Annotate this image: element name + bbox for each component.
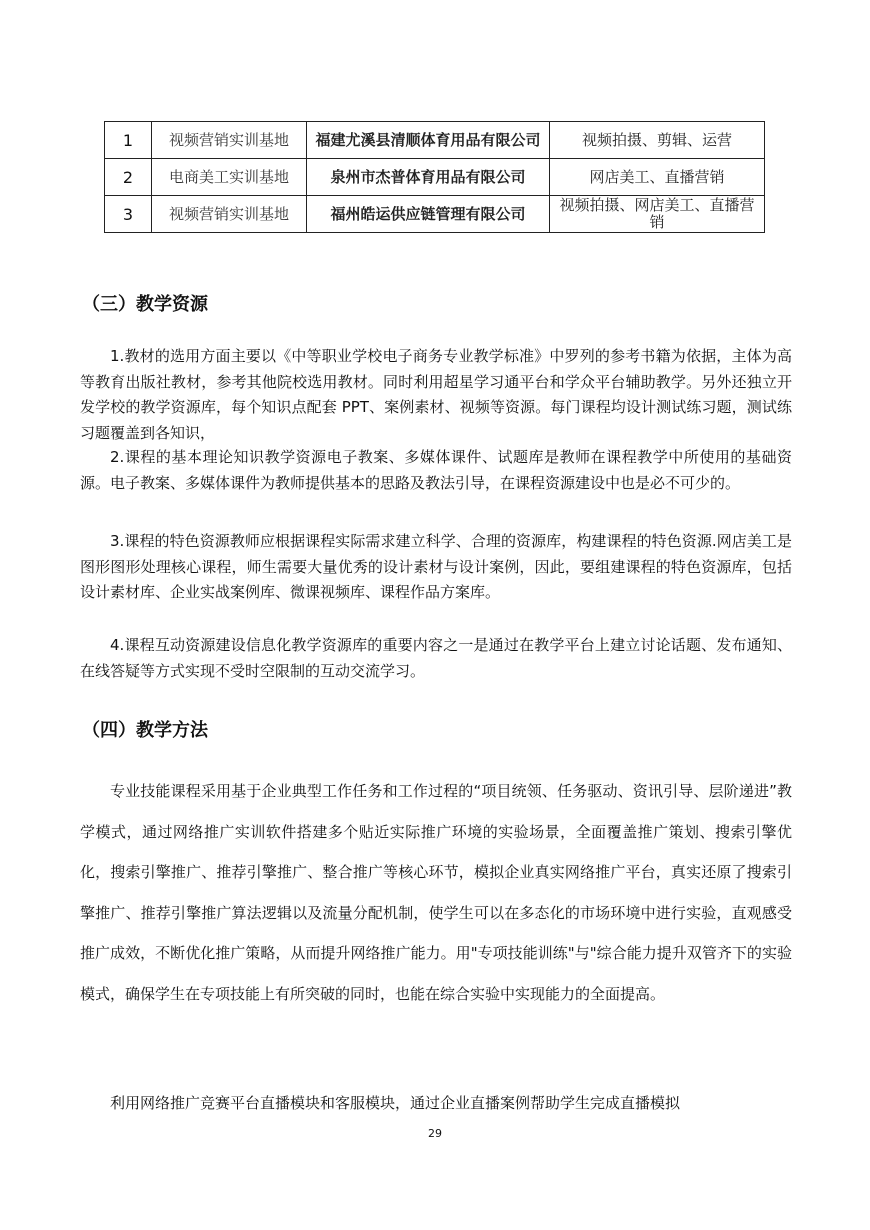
paragraph-interactive-resources: 4.课程互动资源建设信息化教学资源库的重要内容之一是通过在教学平台上建立讨论话题、发布通知、在线答疑等方式实现不受时空限制的互动交流学习。 [80,636,792,680]
row-number: 3 [105,196,152,233]
paragraph-teaching-mode: 专业技能课程采用基于企业典型工作任务和工作过程的“项目统领、任务驱动、资讯引导、层阶递进”教学模式，通过网络推广实训软件搭建多个贴近实际推广环境的实验场景，全面覆盖推广策划、搜索引擎优化，搜索引擎推广、推荐引擎推广、整合推广等核心环节，模拟企业真实网络推广平台，真实还原了搜索引擎推广、推荐引擎推广算法逻辑以及流量分配机制，使学生可以在多态化的市场环境中进行实验，直观感受推广成效，不断优化推广策略，从而提升网络推广能力。用"专项技能训练"与"综合能力提升双管齐下的实验模式，确保学生在专项技能上有所突破的同时，也能在综合实验中实现能力的全面提高。 [80,782,792,1003]
section-heading-teaching-resources: （三）教学资源 [82,294,208,315]
table-row [105,122,765,159]
training-content: 网店美工、直播营销 [550,159,765,196]
base-type: 视频营销实训基地 [152,122,307,159]
training-content: 视频拍摄、剪辑、运营 [550,122,765,159]
table-row [105,196,765,233]
company-name: 泉州市杰普体育用品有限公司 [307,159,550,196]
paragraph-live-streaming: 利用网络推广竞赛平台直播模块和客服模块，通过企业直播案例帮助学生完成直播模拟 [110,1094,681,1112]
paragraph-featured-resources: 3.课程的特色资源教师应根据课程实际需求建立科学、合理的资源库，构建课程的特色资源.网店美工是图形图形处理核心课程，师生需要大量优秀的设计素材与设计案例，因此，要组建课程的特色资源库，包括设计素材库、企业实战案例库、微课视频库、课程作品方案库。 [80,532,792,601]
training-content: 视频拍摄、网店美工、直播营销 [550,196,765,233]
training-base-table [104,121,765,233]
company-name: 福建尤溪县清顺体育用品有限公司 [307,122,550,159]
row-number: 1 [105,122,152,159]
table-row [105,159,765,196]
section-heading-teaching-methods: （四）教学方法 [82,720,208,741]
row-number: 2 [105,159,152,196]
table-body [105,122,765,233]
base-type: 视频营销实训基地 [152,196,307,233]
company-name: 福州皓运供应链管理有限公司 [307,196,550,233]
page-number: 29 [428,1127,442,1140]
paragraph-textbooks: 1.教材的选用方面主要以《中等职业学校电子商务专业教学标准》中罗列的参考书籍为依据，主体为高等教育出版社教材，参考其他院校选用教材。同时利用超星学习通平台和学众平台辅助教学。另外还独立开发学校的教学资源库，每个知识点配套 PPT、案例素材、视频等资源。每门课程均设计测试练习题，测试练习题覆盖到各知识， [80,347,792,442]
paragraph-basic-resources: 2.课程的基本理论知识教学资源电子教案、多媒体课件、试题库是教师在课程教学中所使用的基础资源。电子教案、多媒体课件为教师提供基本的思路及教法引导，在课程资源建设中也是必不可少的。 [80,448,792,492]
base-type: 电商美工实训基地 [152,159,307,196]
